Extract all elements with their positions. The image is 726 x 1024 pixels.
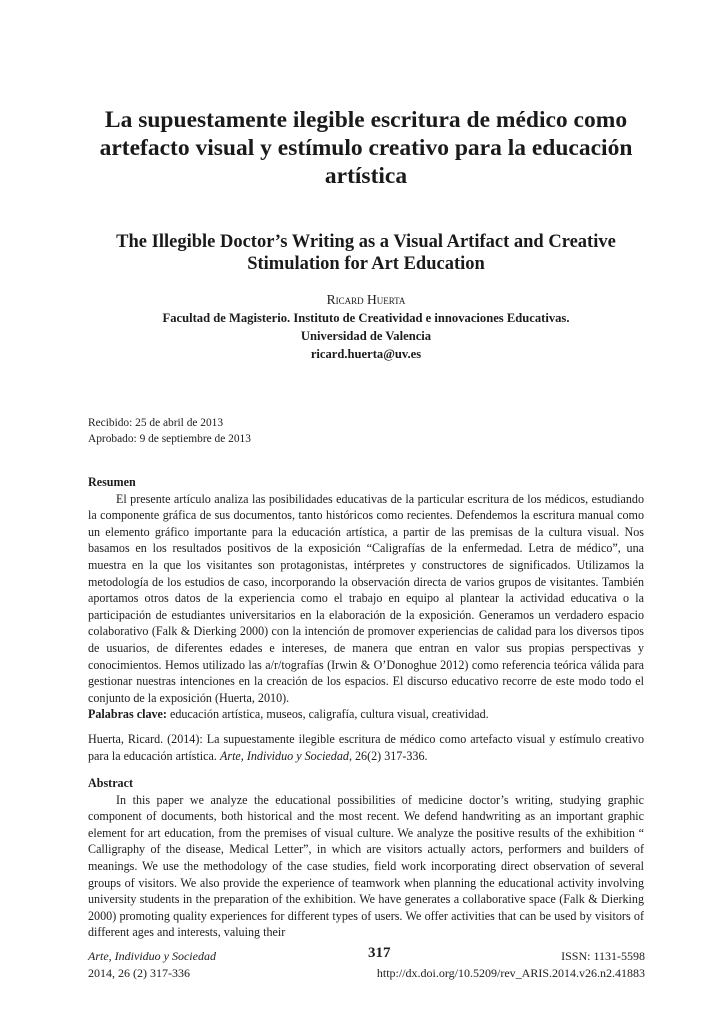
author-block xyxy=(88,291,644,363)
resumen-body: El presente artículo analiza las posibilidades educativas de la particular escritura de los médicos, estudiando la componente gráfica de sus documentos, tanto históricos como recientes. Defendemos la escritura manual como un elemento gráfico importante para la educación artística, a partir de las premisas de la cultura visual. Nos basamos en los resultados positivos de la exposición “Caligrafías de la enfermedad. Letra de médico”, una muestra en la que los visitantes son protagonistas, intérpretes y constructores de significados. Utilizamos la metodología de los estudios de caso, incorporando la observación directa de varios grupos de visitantes. También aportamos otros datos de la experiencia como el trabajo en equipo al plantear la actividad educativa o la participación de estudiantes universitarios en la elaboración de la exposición. Generamos un verdadero espacio colaborativo (Falk & Dierking 2000) con la intención de promover experiencias de calidad para los diversos tipos de usuarios, de diferentes edades e intereses, de manera que entran en valor sus propias perspectivas y conocimientos. Hemos utilizado las a/r/tografías (Irwin & O’Donoghue 2012) como referencia teórica válida para gestionar nuestras intenciones en la creación de los espacios. El discurso educativo recorre de este modo todo el conjunto de la exposición (Huerta, 2010). xyxy=(88,491,644,705)
footer-journal-name: Arte, Individuo y Sociedad xyxy=(88,949,216,963)
submission-dates xyxy=(88,415,251,447)
abstract-section xyxy=(88,775,644,941)
abstract-body: In this paper we analyze the educational possibilities of medicine doctor’s writing, studying graphic component of documents, both historical and the most recent. We defend handwriting as an important graphic element for art education, from the premises of visual culture. We analyze the positive results of the exhibition “ Calligraphy of the disease, Medical Letter”, in which are visitors actually actors, performers and builders of meanings. We use the methodology of the case studies, field work incorporating direct observation of several groups of visitors. We also provide the experience of teamwork when planning the educational activity involving university students in the preparation of the exhibition. We have generates a collaborative space (Falk & Dierking 2000) promoting quality experiences for different types of users. We offer activities that can be used by visitors of different ages and interests, valuing their xyxy=(88,792,644,940)
page-number: 317 xyxy=(368,945,391,961)
received-date: Recibido: 25 de abril de 2013 xyxy=(88,417,224,429)
citation-journal: Arte, Individuo y Sociedad xyxy=(219,748,349,763)
citation-suffix: , 26(2) 317-336. xyxy=(348,748,428,763)
footer-journal-info xyxy=(88,948,216,982)
resumen-heading: Resumen xyxy=(88,475,136,489)
article-title-spanish: La supuestamente ilegible escritura de médico como artefacto visual y estímulo creativo para la educación artística xyxy=(99,107,633,189)
author-affiliation: Facultad de Magisterio. Instituto de Creatividad e innovaciones Educativas. xyxy=(162,311,570,325)
citation-prefix: Huerta, Ricard. (2014): La supuestamente ilegible escritura de médico como artefacto visual y estímulo creativo para la educación artística. xyxy=(88,732,644,763)
author-email: ricard.huerta@uv.es xyxy=(310,347,422,361)
keywords-line xyxy=(88,706,644,723)
keywords-label: Palabras clave: xyxy=(88,707,167,722)
footer-identifiers xyxy=(377,948,645,982)
footer-issn: ISSN: 1131-5598 xyxy=(561,949,645,963)
footer-doi-link[interactable]: http://dx.doi.org/10.5209/rev_ARIS.2014.v26.n2.41883 xyxy=(376,966,645,980)
approved-date: Aprobado: 9 de septiembre de 2013 xyxy=(88,433,251,445)
resumen-section xyxy=(88,474,644,723)
citation-block xyxy=(88,731,644,764)
article-title-english: The Illegible Doctor’s Writing as a Visual Artifact and Creative Stimulation for Art Education xyxy=(116,232,616,274)
author-name: Ricard Huerta xyxy=(326,292,406,307)
author-university: Universidad de Valencia xyxy=(300,329,432,343)
footer-volume: 2014, 26 (2) 317-336 xyxy=(88,966,190,980)
abstract-heading: Abstract xyxy=(88,776,134,790)
keywords-value: educación artística, museos, caligrafía, cultura visual, creatividad. xyxy=(169,707,489,722)
